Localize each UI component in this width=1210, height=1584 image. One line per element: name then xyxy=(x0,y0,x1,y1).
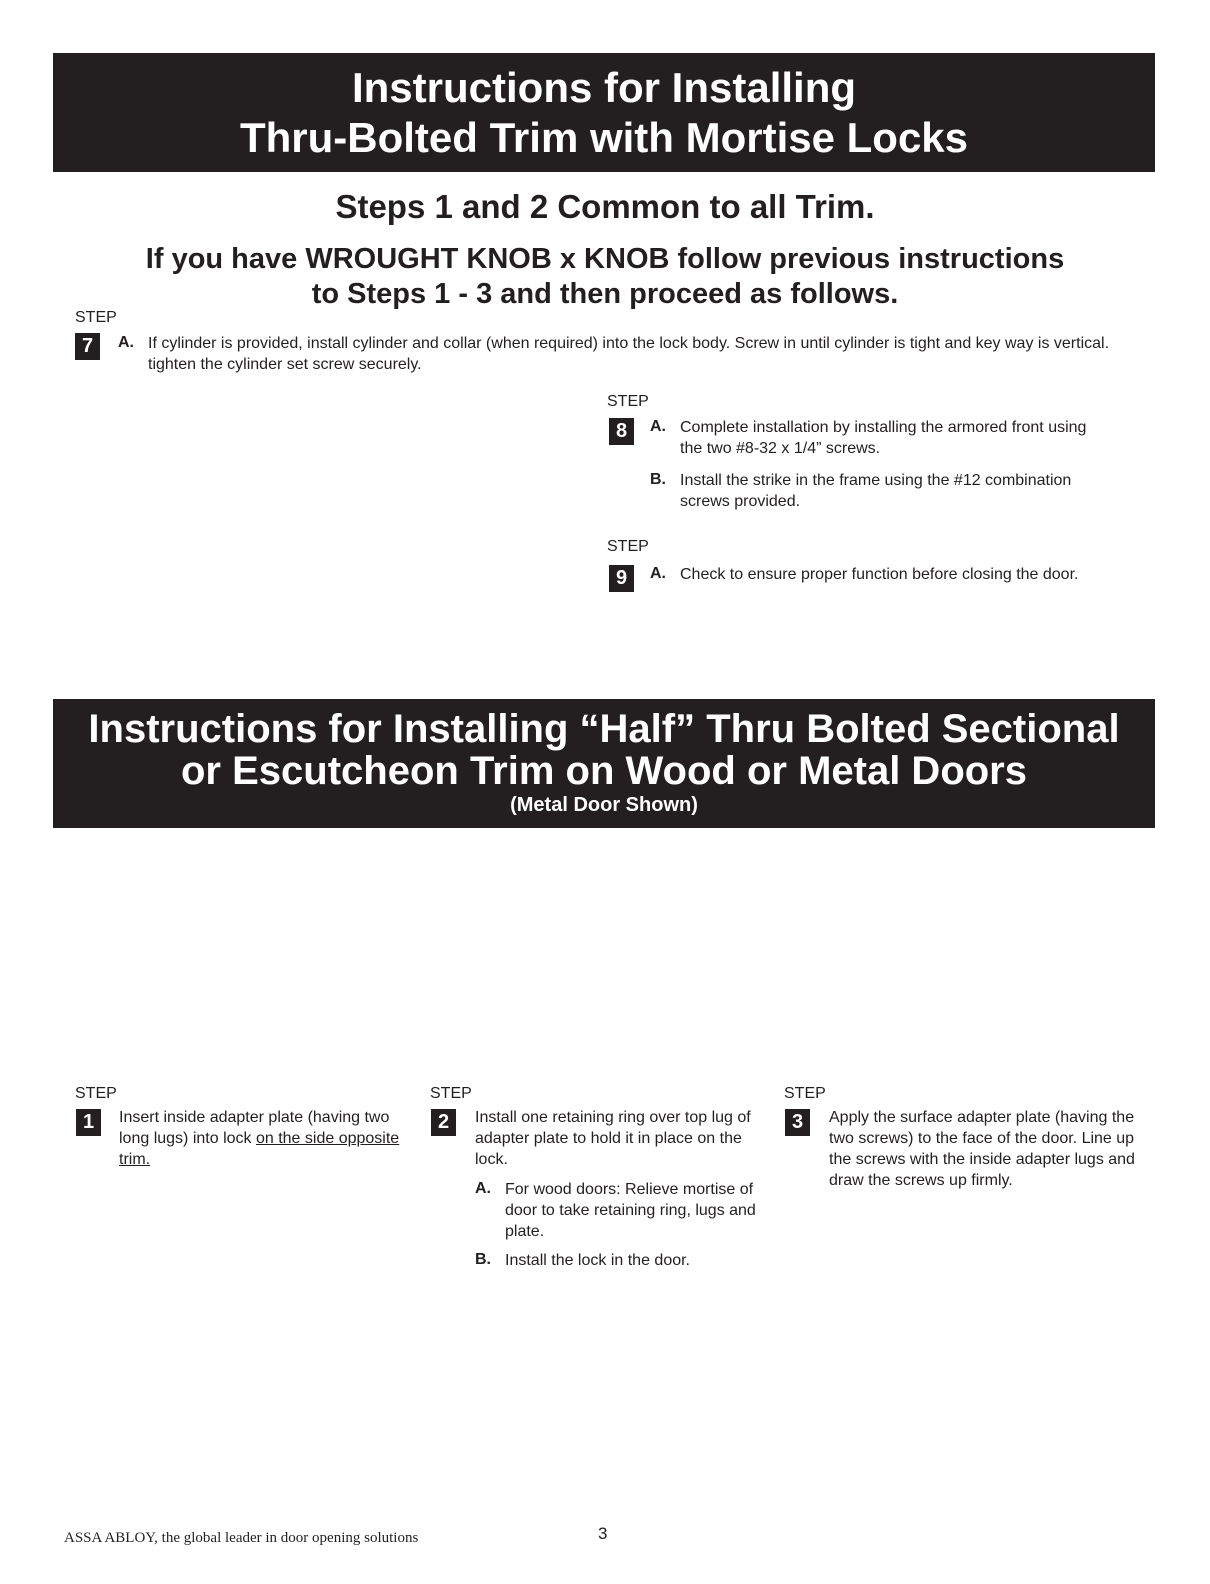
half-step-1-text-underlined: on the side opposite trim. xyxy=(119,1130,400,1168)
banner-subtitle: (Metal Door Shown) xyxy=(510,794,698,816)
step-8-a-text: Complete installation by installing the armored front using the two #8-32 x 1/4” screws. xyxy=(680,419,1087,457)
half-step-2-text: Install one retaining ring over top lug of adapter plate to hold it in place on the lock. xyxy=(475,1109,751,1168)
step-label: STEP xyxy=(607,393,649,410)
step-8-number: 8 xyxy=(609,418,634,445)
half-step-2-number: 2 xyxy=(431,1109,456,1136)
banner-title-line2: Thru-Bolted Trim with Mortise Locks xyxy=(239,114,969,161)
half-step-1-number: 1 xyxy=(76,1109,101,1136)
half-step-2-a-letter: A. xyxy=(475,1180,491,1197)
subheading-line1: If you have WROUGHT KNOB x KNOB follow previous instructions xyxy=(145,243,1065,275)
step-7-number: 7 xyxy=(75,333,100,360)
step-9-a-letter: A. xyxy=(650,565,666,582)
half-step-3-number: 3 xyxy=(785,1109,810,1136)
step-8-a-letter: A. xyxy=(650,418,666,435)
half-step-1-text-start: Insert inside adapter plate (having two long lugs) into lock xyxy=(119,1109,390,1147)
step-9-a-text: Check to ensure proper function before closing the door. xyxy=(680,566,1079,583)
banner-title-line1: Instructions for Installing xyxy=(351,64,857,111)
step-label: STEP xyxy=(607,538,649,555)
step-label: STEP xyxy=(75,1085,117,1102)
subheading-wrought-knob xyxy=(0,242,1210,312)
section-banner-half-thru-bolted xyxy=(53,699,1155,828)
step-label: STEP xyxy=(75,309,117,326)
step-7-a-letter: A. xyxy=(118,334,134,351)
banner-title-line1: Instructions for Installing “Half” Thru Bolted Sectional xyxy=(88,707,1120,751)
step-label: STEP xyxy=(430,1085,472,1102)
subheading-line2: to Steps 1 - 3 and then proceed as follows. xyxy=(311,278,899,310)
page-number: 3 xyxy=(598,1524,608,1543)
half-step-2-b-letter: B. xyxy=(475,1251,491,1268)
half-step-2-a-text: For wood doors: Relieve mortise of door to take retaining ring, lugs and plate. xyxy=(505,1181,756,1240)
banner-title-line2: or Escutcheon Trim on Wood or Metal Doors xyxy=(181,749,1027,793)
subheading-common-steps: Steps 1 and 2 Common to all Trim. xyxy=(335,188,875,225)
step-7-a-text: If cylinder is provided, install cylinder and collar (when required) into the lock body. Screw in until cylinder is tight and key way is vertical. tighten the cylinder set screw securely. xyxy=(148,335,1110,373)
step-8-b-text: Install the strike in the frame using the #12 combination screws provided. xyxy=(680,472,1072,510)
step-8-b-letter: B. xyxy=(650,471,666,488)
half-step-2-b-text: Install the lock in the door. xyxy=(505,1252,690,1269)
step-label: STEP xyxy=(784,1085,826,1102)
step-9-number: 9 xyxy=(609,565,634,592)
half-step-3-text: Apply the surface adapter plate (having the two screws) to the face of the door. Line up the screws with the inside adapter lugs and draw the screws up firmly. xyxy=(829,1109,1135,1189)
footer-company-tagline: ASSA ABLOY, the global leader in door opening solutions xyxy=(64,1530,419,1546)
half-step-1-text xyxy=(119,1107,424,1170)
section-banner-thru-bolted xyxy=(53,53,1155,172)
